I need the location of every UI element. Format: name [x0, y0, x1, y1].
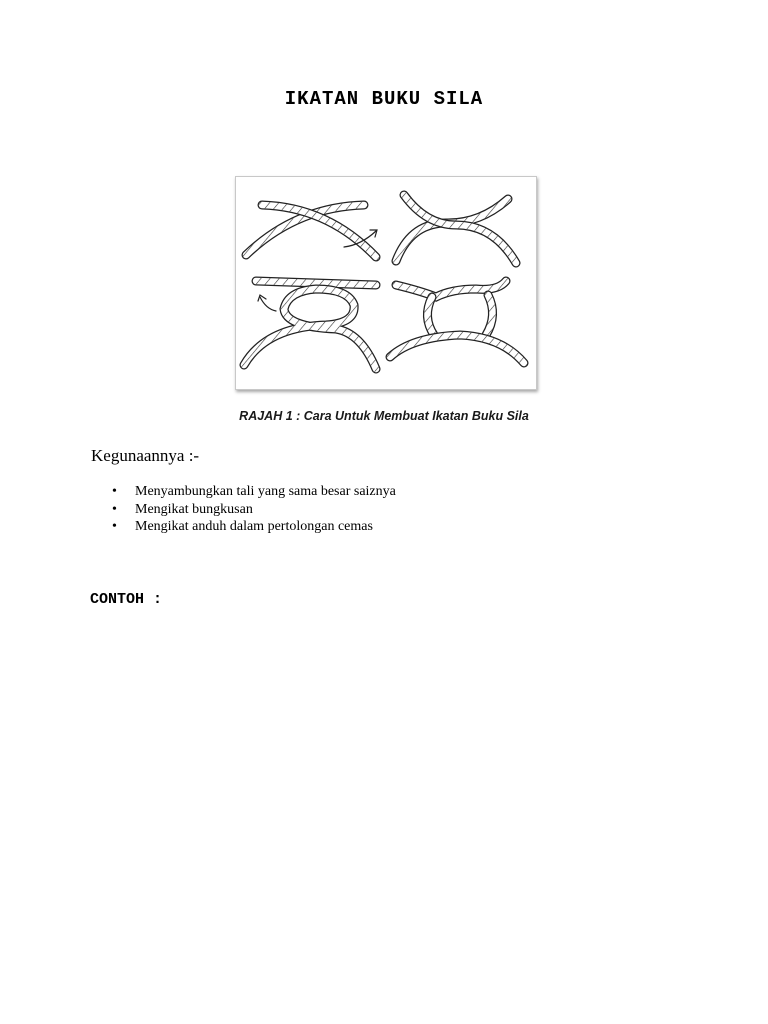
- example-label: CONTOH :: [90, 591, 163, 608]
- step-4-rope-icon: [390, 281, 524, 363]
- bullet-icon: •: [112, 484, 117, 499]
- list-item-text: Mengikat bungkusan: [135, 501, 253, 517]
- step-1-rope-icon: [246, 205, 377, 257]
- uses-list: [108, 483, 396, 536]
- bullet-icon: •: [112, 519, 117, 534]
- step-2-rope-icon: [396, 195, 516, 263]
- list-item: [108, 501, 396, 519]
- list-item-text: Mengikat anduh dalam pertolongan cemas: [135, 519, 373, 534]
- step-3-rope-icon: [244, 281, 376, 369]
- figure-caption: RAJAH 1 : Cara Untuk Membuat Ikatan Buku Sila: [239, 409, 529, 423]
- list-item-text: Menyambungkan tali yang sama besar saiznya: [135, 484, 396, 499]
- bullet-icon: •: [112, 501, 117, 517]
- uses-heading: Kegunaannya :-: [91, 446, 200, 465]
- list-item: [108, 518, 396, 536]
- reef-knot-figure: [235, 176, 537, 390]
- list-item: [108, 483, 396, 501]
- reef-knot-illustration-icon: [236, 177, 536, 389]
- page-title: IKATAN BUKU SILA: [284, 88, 484, 110]
